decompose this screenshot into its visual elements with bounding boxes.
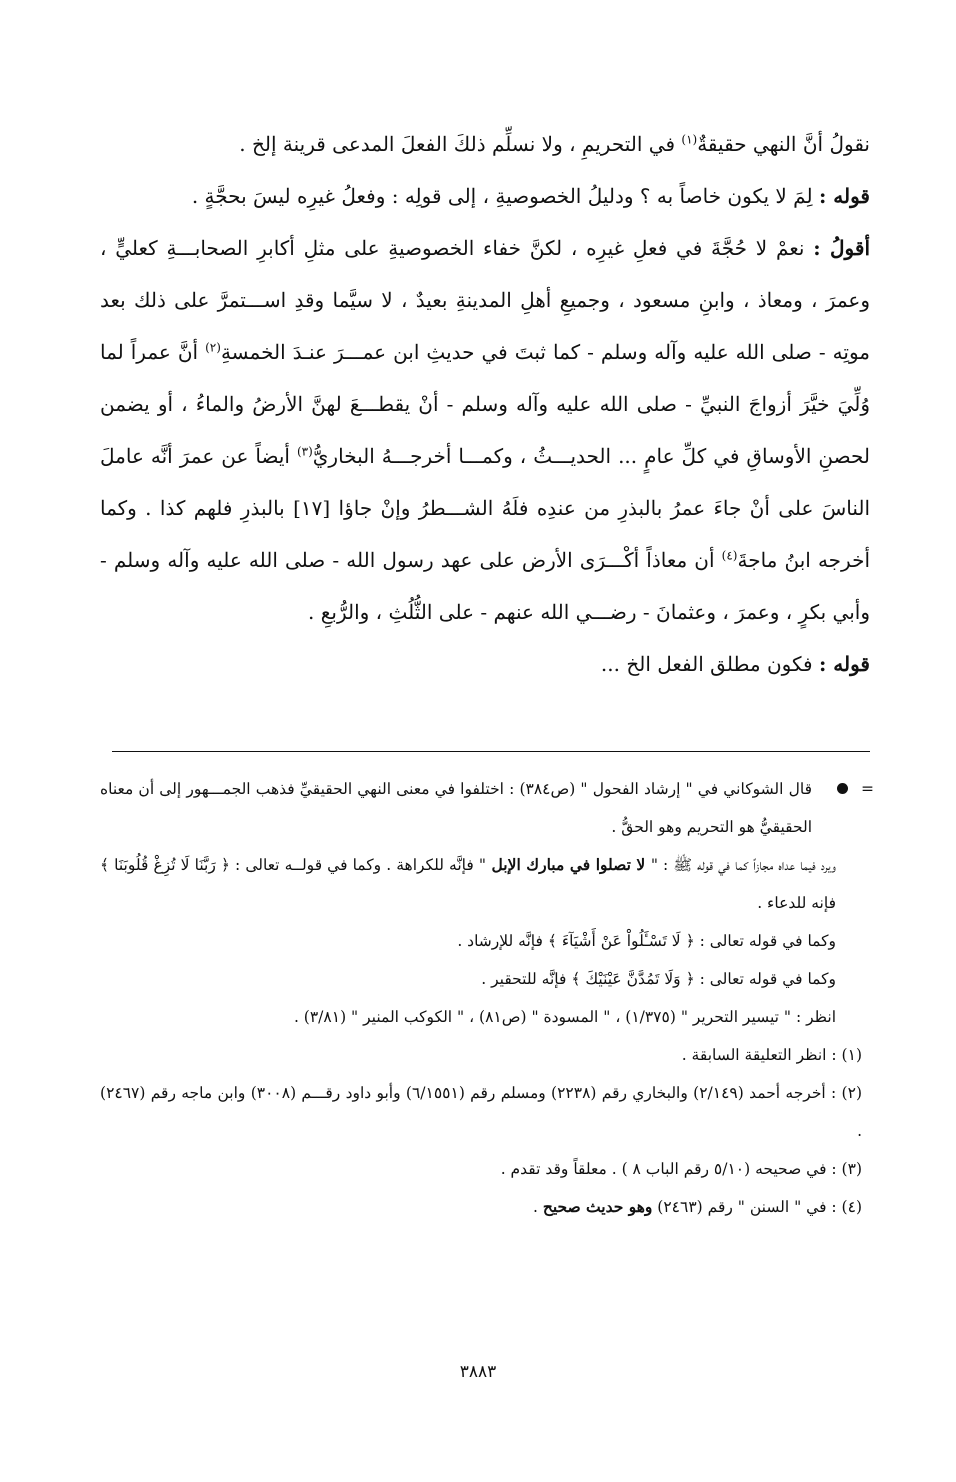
continuation-marker: = xyxy=(861,780,874,798)
note-line-2-hadith: لا تصلوا في مبارك الإبل xyxy=(486,855,651,874)
note-line-3: وكما في قوله تعالى : ﴿ لَا تَسْـَٔلُواْ عَنْ أَشْيَآءَ ﴾ فإنَّه للإرشاد . xyxy=(457,932,836,950)
footnote-ref-4: (٤) xyxy=(721,548,738,563)
footnote-2: (٢) : أخرجه أحمد (٢/١٤٩) والبخاري رقم (٢٢٣٨) ومسلم رقم (٦/١٥٥١) وأبو داود رقـــم (٣٠٠٨) وابن ماجه رقم (٢٤٦٧) . xyxy=(100,1084,862,1140)
paragraph-3-text-c: أيضاً عن عمرَ أنَّه عاملَ الناسَ على أنْ جاءَ عمرُ بالبذرِ من عندِه فلَهُ الشـــطرُ وإنْ جاؤا [١٧] بالبذرِ فلهم كذا . وكما أخرجه ابنُ ماجةَ xyxy=(100,444,871,572)
footnote-4 xyxy=(100,1188,870,1226)
paragraph-3-text-d: أن معاذاً أكْـــرَى الأرض على عهد رسول الله - صلى الله عليه وآله وسلم - وأبي بكرٍ ، وعمرَ ، وعثمانَ - رضـــي الله عنهم - على الثُّلُثِ ، والرُّبعِ . xyxy=(100,548,870,624)
footnote-ref-2: (٢) xyxy=(205,340,221,355)
note-continuation xyxy=(100,770,874,846)
paragraph-1-text: نقولُ أنَّ النهي حقيقةٌ xyxy=(697,132,870,156)
footnote-3: (٣) : في صحيحه (٥/١٠ رقم الباب ٨ ) . معلقاً وقد تقدم . xyxy=(500,1160,862,1178)
paragraph-3 xyxy=(100,222,870,638)
footnote-1: (١) : انظر التعليقة السابقة . xyxy=(681,1046,862,1064)
footnote-separator xyxy=(112,751,870,752)
note-continuation-text: قال الشوكاني في " إرشاد الفحول " (ص٣٨٤) : اختلفوا في معنى النهي الحقيقيِّ فذهب الجمـــهور إلى أن معناه الحقيقيُّ هو التحريم وهو الحقُّ . xyxy=(100,780,812,836)
footnote-4-b: . xyxy=(532,1198,543,1216)
footnote-4-a: (٤) : في " السنن " رقم (٢٤٦٣) xyxy=(652,1198,862,1216)
main-text xyxy=(100,118,870,690)
footnote-ref-1: (١) xyxy=(681,132,698,147)
keyword-qawluhu: قوله : xyxy=(818,184,870,208)
footnotes xyxy=(100,770,874,1226)
note-line-2 xyxy=(100,846,870,922)
note-line-2-a: ويرد فيما عداه مجازاً كما في قوله ﷺ : " xyxy=(650,856,836,874)
note-line-2-b: " فإنَّه للكراهة . وكما في قولــه تعالى : ﴿ رَبَّنَا لَا تُزِغْ قُلُوبَنَا ﴾ فإنه للدعاء . xyxy=(100,856,836,912)
paragraph-2 xyxy=(100,170,870,222)
footnote-4-grade: وهو حديث صحيح xyxy=(542,1197,653,1216)
note-line-4: وكما في قوله تعالى : ﴿ وَلَا تَمُدَّنَّ عَيْنَيْكَ ﴾ فإنَّه للتحقير . xyxy=(481,970,836,988)
bullet-icon xyxy=(837,783,848,794)
paragraph-2-text: لِمَ لا يكون خاصاً به ؟ ودليلُ الخصوصيةِ ، إلى قولِه : وفعلُ غيرِه ليسَ بحجَّةٍ . xyxy=(191,184,819,208)
paragraph-1 xyxy=(100,118,870,170)
paragraph-1-rest: في التحريمِ ، ولا نسلِّم ذلكَ الفعلَ المدعى قرينة إلخ . xyxy=(239,132,682,156)
page-number: ٣٨٨٣ xyxy=(459,1362,497,1382)
paragraph-4-text: فكون مطلق الفعل الخ ... xyxy=(600,652,819,676)
keyword-aqulu: أقولُ : xyxy=(813,236,871,260)
keyword-qawluhu-2: قوله : xyxy=(818,652,870,676)
footnote-ref-3: (٣) xyxy=(296,444,313,459)
paragraph-3-text-b: أنَّ عمراً لما وُلِّيَ خيَّرَ أزواجَ النبيِّ - صلى الله عليه وآله وسلم - أنْ يقطـــعَ لهنَّ الأرضُ والماءُ ، أو يضمن لحصنِ الأوساقِ في كلِّ عامٍ ... الحديـــثُ ، وكمـــا أخرجـــهُ البخاريُّ xyxy=(100,340,870,468)
paragraph-3-text-a: نعمْ لا حُجَّةَ في فعلِ غيرِه ، لكنَّ خفاء الخصوصيةِ على مثلِ أكابرِ الصحابـــةِ كعليٍّ ، وعمرَ ، ومعاذ ، وابنِ مسعود ، وجميعِ أهلِ المدينةِ بعيدٌ ، لا سيَّما وقدِ اســـتمرَّ على ذلك بعد موتِه - صلى الله عليه وآله وسلم - كما ثبتَ في حديثِ ابن عمـــرَ عنـدَ الخمسةِ xyxy=(100,236,871,364)
note-line-5: انظر : " تيسير التحرير " (١/٣٧٥) ، " المسودة " (ص٨١) ، " الكوكب المنير " (٣/٨١) . xyxy=(293,1008,836,1026)
paragraph-4 xyxy=(100,638,870,690)
